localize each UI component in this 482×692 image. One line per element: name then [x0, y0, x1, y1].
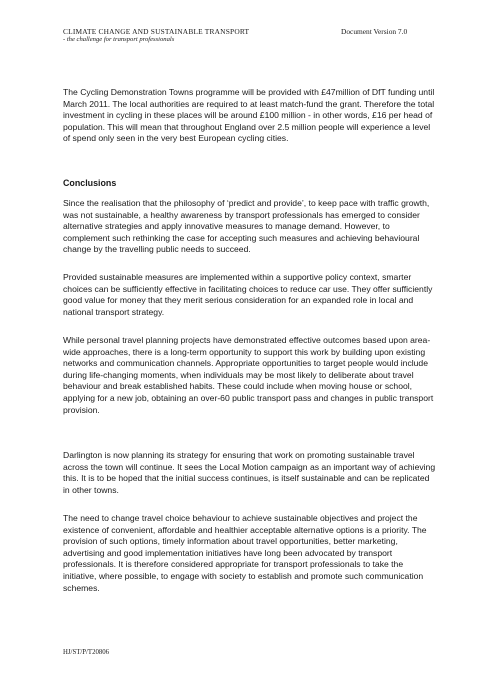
- conclusion-paragraph-1: Since the realisation that the philosophy of ‘predict and provide’, to keep pace with traffic growth, was not sustainable, a healthy awareness by transport professionals has emerged to consider alternative strategies and apply innovative measures to manage demand. However, to complement such rethinking the case for accepting such measures and achieving behavioural change by the travelling public needs to succeed.: [63, 198, 430, 255]
- running-header: [63, 27, 249, 44]
- conclusion-paragraph-3: While personal travel planning projects have demonstrated effective outcomes based upon area-wide approaches, there is a long-term opportunity to support this work by building upon existing networks and communication channels. Appropriate opportunities to target people would include during life-changing moments, when individuals may be most likely to deliberate about travel behaviour and break established habits. These could include when moving house or school, applying for a new job, obtaining an over-60 public transport pass and changes in public transport provision.: [63, 335, 434, 415]
- footer-reference: HJ/ST/P/T20806: [63, 649, 110, 656]
- conclusion-paragraph-2: Provided sustainable measures are implemented within a supportive policy context, smarter choices can be sufficiently effective in facilitating choices to reduce car use. They offer sufficiently good value for money that they merit serious consideration for an expanded role in local and national transport strategy.: [63, 272, 433, 317]
- header-subtitle: - the challenge for transport professionals: [63, 36, 175, 43]
- conclusion-paragraph-4: Darlington is now planning its strategy for ensuring that work on promoting sustainable travel across the town will continue. It sees the Local Motion campaign as an important way of achieving this. It is to be hoped that the initial success continues, is itself sustainable and can be replicated in other towns.: [63, 450, 436, 495]
- document-version: Document Version 7.0: [341, 27, 408, 36]
- header-title: CLIMATE CHANGE AND SUSTAINABLE TRANSPORT: [63, 27, 250, 36]
- conclusions-heading: Conclusions: [63, 178, 117, 188]
- conclusion-paragraph-5: The need to change travel choice behaviour to achieve sustainable objectives and project the existence of convenient, affordable and healthier acceptable alternative options is a priority. The provision of such options, timely information about travel opportunities, better marketing, advertising and good implementation initiatives have long been advocated by transport professionals. It is therefore considered appropriate for transport professionals to take the initiative, where possible, to engage with society to establish and promote such communication schemes.: [63, 513, 427, 593]
- intro-paragraph: The Cycling Demonstration Towns programme will be provided with £47million of DfT funding until March 2011. The local authorities are required to at least match-fund the grant. Therefore the total investment in cycling in these places will be around £100 million - in other words, £16 per head of population. This will mean that throughout England over 2.5 million people will experience a level of spend only seen in the very best European cycling cities.: [63, 87, 435, 144]
